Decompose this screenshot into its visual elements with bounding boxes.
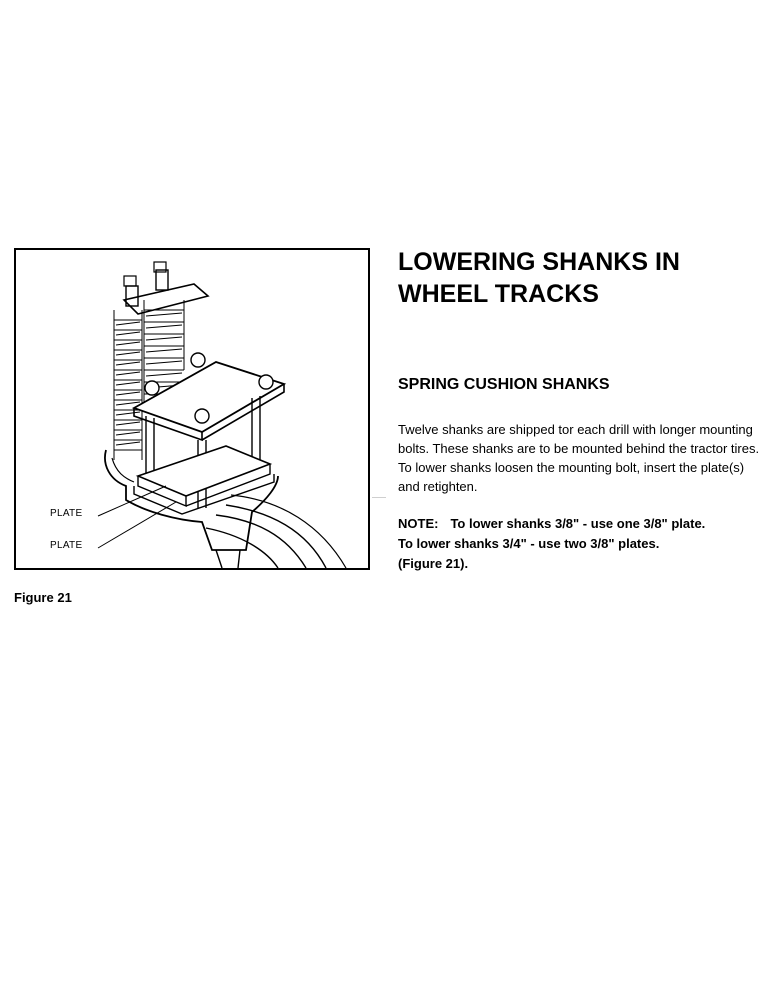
body-paragraph: Twelve shanks are shipped tor each drill with longer mounting bolts. These shanks are to be mounted behind the tractor tires. To lower shanks loosen the mounting bolt, insert the plate(s) and retighten.: [398, 422, 760, 494]
note-line-3: (Figure 21).: [398, 556, 469, 571]
spring-cushion-shank-illustration: [16, 250, 368, 568]
mounting-plate-upper: [134, 353, 284, 440]
section-title: [398, 246, 758, 310]
note-block: [398, 514, 770, 574]
title-line-2: WHEEL TRACKS: [398, 280, 599, 308]
note-text-1: To lower shanks 3/8" - use one 3/8" plate.: [450, 516, 706, 531]
title-line-1: LOWERING SHANKS IN: [398, 248, 680, 276]
note-label: NOTE:: [398, 516, 439, 531]
note-line-1: [398, 514, 770, 534]
spring-stack-left: [114, 310, 142, 460]
scan-mark: [372, 497, 386, 498]
note-line-2: To lower shanks 3/4" - use two 3/8" plates.: [398, 536, 660, 551]
callout-plate-upper: PLATE: [50, 508, 83, 519]
figure-21-frame: [14, 248, 370, 570]
callout-plate-lower: PLATE: [50, 540, 83, 551]
mounting-plate-lower: [134, 446, 274, 514]
section-subtitle: SPRING CUSHION SHANKS: [398, 376, 610, 393]
figure-caption: Figure 21: [14, 590, 72, 605]
